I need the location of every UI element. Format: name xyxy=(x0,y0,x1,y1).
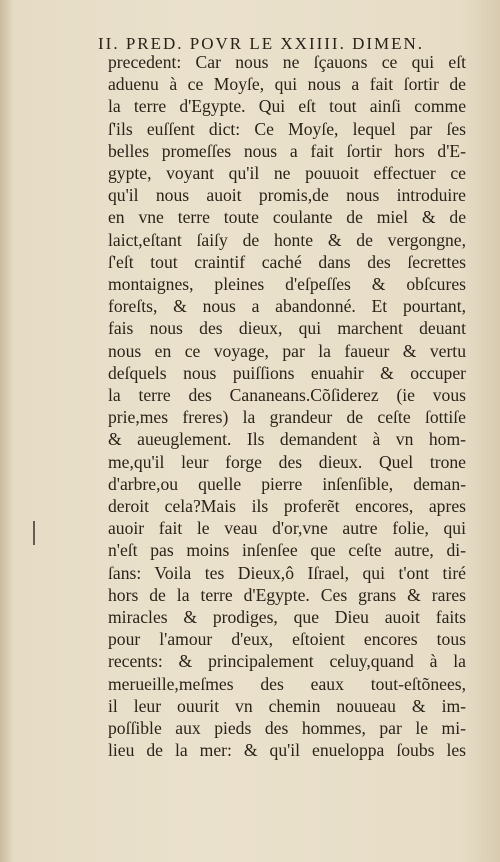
text-line: hors de la terre d'Egypte. Ces grans & rares xyxy=(108,584,466,605)
text-line: montaignes, pleines d'eſpeſſes & obſcures xyxy=(108,274,466,295)
text-line: n'eſt pas moins inſenſee que ceſte autre, di- xyxy=(108,540,466,561)
text-line: fais nous des dieux, qui marchent deuant xyxy=(108,318,466,339)
text-line: foreſts, & nous a abandonné. Et pourtant, xyxy=(108,296,466,317)
text-line: belles promeſſes nous a fait ſortir hors d'E- xyxy=(108,140,466,161)
running-header: II. PRED. POVR LE XXIIII. DIMEN. xyxy=(98,34,425,53)
text-line: ſ'ils euſſent dict: Ce Moyſe, lequel par ſes xyxy=(108,118,466,139)
text-line: gypte, voyant qu'il ne pouuoit effectuer ce xyxy=(108,163,466,184)
text-line: ſans: Voila tes Dieux,ô Iſrael, qui t'ont tiré xyxy=(108,562,466,583)
text-line: me,qu'il leur forge des dieux. Quel trone xyxy=(108,451,466,472)
text-line: precedent: Car nous ne ſçauons ce qui eſt xyxy=(108,52,466,72)
body-text xyxy=(108,51,466,762)
margin-mark xyxy=(33,521,35,545)
text-line: nous en ce voyage, par la faueur & vertu xyxy=(108,340,466,361)
text-line: & aueuglement. Ils demandent à vn hom- xyxy=(108,429,466,450)
text-line: miracles & prodiges, que Dieu auoit faits xyxy=(108,607,466,628)
text-line: merueille,meſmes des eaux tout-eſtõnees, xyxy=(108,673,466,694)
text-line: en vne terre toute coulante de miel & de xyxy=(108,207,466,228)
text-line: deroit cela?Mais ils proferẽt encores, apres xyxy=(108,496,466,517)
text-line: poſſible aux pieds des hommes, par le mi- xyxy=(108,718,466,739)
text-line: d'arbre,ou quelle pierre inſenſible, deman- xyxy=(108,473,466,494)
text-line: lieu de la mer: & qu'il enueloppa ſoubs les xyxy=(108,740,466,761)
text-line: la terre d'Egypte. Qui eſt tout ainſi comme xyxy=(108,96,466,117)
text-line: aduenu à ce Moyſe, qui nous a fait ſortir de xyxy=(108,74,466,95)
text-line: la terre des Cananeans.Cõſiderez (ie vous xyxy=(108,385,466,406)
text-line: auoir fait le veau d'or,vne autre folie, qui xyxy=(108,518,466,539)
text-line: deſquels nous puiſſions enuahir & occuper xyxy=(108,362,466,383)
text-line: prie,mes freres) la grandeur de ceſte ſottiſe xyxy=(108,407,466,428)
text-line: ſ'eſt tout craintif caché dans des ſecrettes xyxy=(108,251,466,272)
text-line: laict,eſtant ſaiſy de honte & de vergongne, xyxy=(108,229,466,250)
text-line: qu'il nous auoit promis,de nous introduire xyxy=(108,185,466,206)
text-line: pour l'amour d'eux, eſtoient encores tous xyxy=(108,629,466,650)
text-line: il leur ouurit vn chemin nouueau & im- xyxy=(108,695,466,716)
text-line: recents: & principalement celuy,quand à la xyxy=(108,651,466,672)
